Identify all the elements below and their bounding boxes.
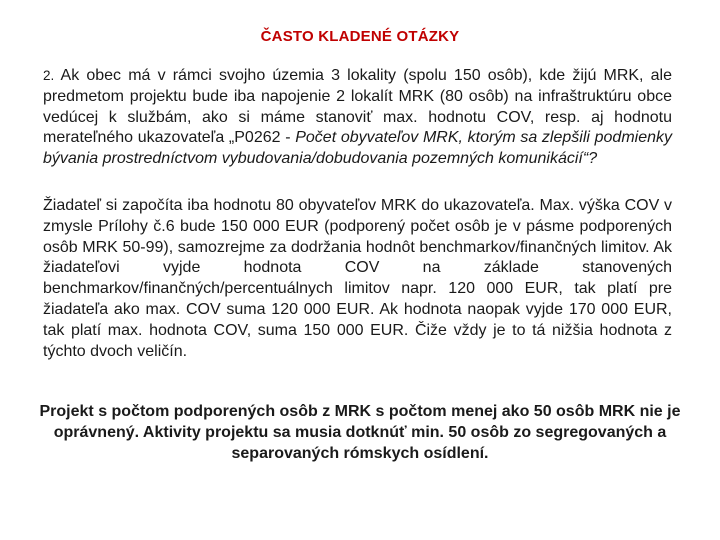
question-number: 2.	[43, 68, 55, 83]
eligibility-note: Projekt s počtom podporených osôb z MRK s počtom menej ako 50 osôb MRK nie je oprávnený. Aktivity projektu sa musia dotknúť min. 50 osôb zo segregovaných a separovaných rómskych osídlení.	[39, 403, 681, 462]
question-text: Ak obec má v rámci svojho územia 3 lokality (spolu 150 osôb), kde žijú MRK, ale predmetom projektu bude iba napojenie 2 lokalít MRK (80 osôb) na infraštruktúru obce vedúcej k službám, ako si máme stanoviť max. hodnotu COV, resp. aj hodnotu merateľného ukazovateľa „P0262 -	[43, 67, 672, 147]
faq-answer: Žiadateľ si započíta iba hodnotu 80 obyvateľov MRK do ukazovateľa. Max. výška COV v zmysle Prílohy č.6 bude 150 000 EUR (podporený počet osôb je v pásme podporených osôb MRK 50-99), samozrejme za dodržania hodnôt benchmarkov/finančných limitov. Ak žiadateľovi vyjde hodnota COV na základe stanovených benchmarkov/finančných/percentuálnych limitov napr. 120 000 EUR, tak platí pre žiadateľa ako max. COV suma 120 000 EUR. Ak hodnota naopak vyjde 170 000 EUR, tak platí max. hodnota COV, suma 150 000 EUR. Čiže vždy je to tá nižšia hodnota z týchto dvoch veličín.	[43, 197, 672, 360]
faq-question	[43, 66, 672, 170]
page-title: ČASTO KLADENÉ OTÁZKY	[260, 28, 460, 45]
indicator-name: Počet obyvateľov MRK, ktorým sa zlepšili podmienky bývania prostredníctvom vybudovania/dobudovania pozemných komunikácií“?	[43, 129, 672, 168]
